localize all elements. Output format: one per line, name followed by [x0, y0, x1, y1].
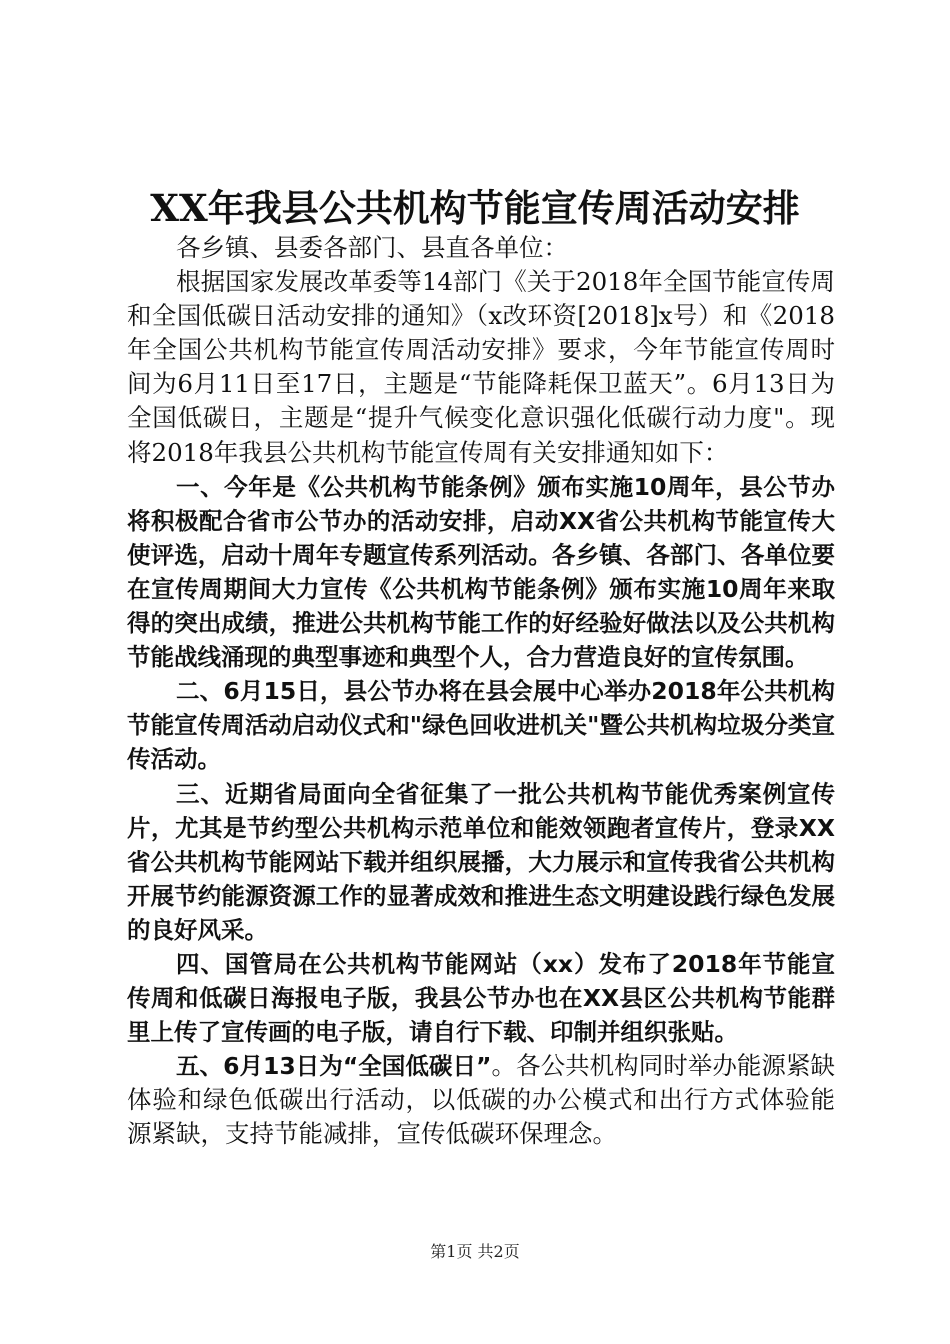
item-1-paragraph: 一、今年是《公共机构节能条例》颁布实施10周年，县公节办将积极配合省市公节办的活动安排，启动XX省公共机构节能宣传大使评选，启动十周年专题宣传系列活动。各乡镇、各部门、各单位要在宣传周期间大力宣传《公共机构节能条例》颁布实施10周年来取得的突出成绩，推进公共机构节能工作的好经验好做法以及公共机构节能战线涌现的典型事迹和典型个人，合力营造良好的宣传氛围。 — [127, 472, 835, 672]
item-2-paragraph: 二、6月15日，县公节办将在县会展中心举办2018年公共机构节能宣传周活动启动仪式和"绿色回收进机关"暨公共机构垃圾分类宣传活动。 — [127, 677, 835, 774]
document-title: XX年我县公共机构节能宣传周活动安排 — [150, 186, 800, 230]
item-5-paragraph — [127, 1049, 835, 1151]
item-5-text: 。各公共机构同时举办能源紧缺体验和绿色低碳出行活动，以低碳的办公模式和出行方式体验能源紧缺，支持节能减排，宣传低碳环保理念。 — [127, 1051, 835, 1149]
item-3-paragraph: 三、近期省局面向全省征集了一批公共机构节能优秀案例宣传片，尤其是节约型公共机构示范单位和能效领跑者宣传片，登录XX省公共机构节能网站下载并组织展播，大力展示和宣传我省公共机构开展节约能源资源工作的显著成效和推进生态文明建设践行绿色发展的良好风采。 — [127, 779, 835, 944]
page-number: 第1页 共2页 — [430, 1242, 520, 1261]
intro-paragraph: 根据国家发展改革委等14部门《关于2018年全国节能宣传周和全国低碳日活动安排的通知》（x改环资[2018]x号）和《2018年全国公共机构节能宣传周活动安排》要求，今年节能宣传周时间为6月11日至17日，主题是“节能降耗保卫蓝天”。6月13日为全国低碳日，主题是“提升气候变化意识强化低碳行动力度"。现将2018年我县公共机构节能宣传周有关安排通知如下： — [127, 267, 835, 467]
item-4-paragraph: 四、国管局在公共机构节能网站（xx）发布了2018年节能宣传周和低碳日海报电子版，我县公节办也在XX县区公共机构节能群里上传了宣传画的电子版，请自行下载、印制并组织张贴。 — [127, 949, 835, 1047]
item-5-lead: 五、6月13日为“全国低碳日” — [176, 1052, 492, 1081]
document-body — [127, 231, 835, 1152]
salutation: 各乡镇、县委各部门、县直各单位： — [176, 233, 568, 262]
